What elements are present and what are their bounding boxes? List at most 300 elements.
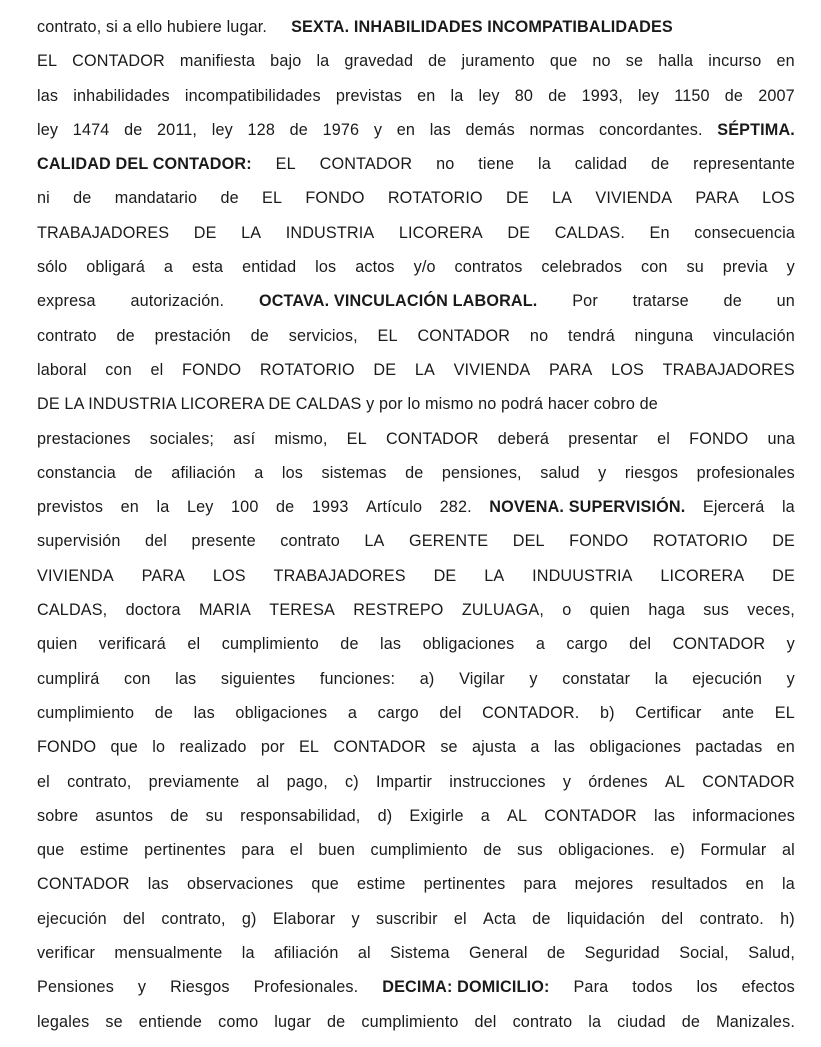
text-segment: representante [693, 155, 795, 174]
text-segment: obligaciones. [558, 841, 655, 860]
text-segment: el [657, 429, 671, 448]
text-segment: del [439, 703, 462, 722]
text-segment: mismo, [274, 429, 328, 448]
text-segment: VIVIENDA [453, 360, 531, 379]
text-segment: contrato. [699, 909, 764, 928]
text-segment: INDUUSTRIA [532, 566, 633, 585]
text-segment: la [156, 498, 170, 517]
text-segment: obligaciones [235, 703, 328, 722]
text-segment: siguientes [220, 669, 296, 688]
text-segment: contrato [512, 1012, 573, 1031]
text-segment: de [220, 189, 239, 208]
text-line [37, 875, 795, 909]
text-segment: Sistema [390, 944, 450, 963]
text-segment: pactadas [695, 738, 763, 757]
text-segment: de [289, 120, 308, 139]
text-segment: EL [262, 189, 283, 208]
text-line [37, 224, 795, 258]
text-segment: las [654, 806, 676, 825]
text-segment: al [781, 841, 795, 860]
text-segment: los [696, 978, 718, 997]
text-line [37, 87, 795, 121]
text-segment: responsabilidad, [240, 806, 361, 825]
text-segment: Exigirle [409, 806, 464, 825]
text-segment: cargo [377, 703, 419, 722]
text-segment: DE [772, 566, 795, 585]
text-segment: RESTREPO [353, 601, 444, 620]
text-segment: obligaciones [589, 738, 682, 757]
text-segment: Manizales. [716, 1012, 795, 1031]
text-segment: ley [637, 86, 660, 105]
text-segment: halla [658, 52, 694, 71]
text-segment: afiliación [273, 944, 339, 963]
text-segment: DEL [512, 532, 545, 551]
text-segment: salud [540, 463, 580, 482]
text-line [37, 807, 795, 841]
text-segment: DE [193, 223, 217, 242]
text-segment: FONDO [37, 738, 97, 757]
text-segment: Ley [186, 498, 214, 517]
text-segment: DE [505, 189, 529, 208]
text-segment: Para [573, 978, 609, 997]
text-segment: pago, [286, 772, 328, 791]
text-line [37, 910, 795, 944]
text-segment: de [327, 1012, 346, 1031]
text-segment: que [110, 738, 138, 757]
text-line [37, 601, 795, 635]
text-segment: contrato, [161, 909, 226, 928]
text-line [37, 395, 795, 429]
text-segment: de [548, 86, 567, 105]
text-segment: TERESA [269, 601, 335, 620]
text-segment: CONTADOR [417, 326, 511, 345]
text-segment: a [535, 635, 545, 654]
text-segment: LICORERA [398, 223, 483, 242]
text-segment: concordantes. [599, 120, 703, 139]
text-segment: Pensiones [37, 978, 114, 997]
text-segment: se [440, 738, 458, 757]
text-segment: Elaborar [272, 909, 336, 928]
text-segment: los [315, 258, 337, 277]
text-line [37, 567, 795, 601]
text-segment: CONTADOR [333, 738, 427, 757]
text-segment: de [276, 498, 295, 517]
text-segment: CONTADOR. [482, 703, 580, 722]
text-segment: General [469, 944, 528, 963]
text-segment: e) [670, 841, 685, 860]
text-segment: por [260, 738, 285, 757]
text-segment: ley [211, 120, 233, 139]
text-segment: CONTADOR [702, 772, 795, 791]
text-segment: obligará [86, 258, 145, 277]
text-line [37, 327, 795, 361]
text-segment: 1976 [322, 120, 360, 139]
text-segment: ZULUAGA, [461, 601, 544, 620]
text-line [37, 121, 795, 155]
text-line [37, 978, 795, 1012]
text-segment: LOS [212, 566, 246, 585]
text-segment: los [281, 463, 304, 482]
text-segment: ajusta [472, 738, 517, 757]
text-segment: órdenes [588, 772, 648, 791]
text-segment: veces, [747, 601, 795, 620]
text-segment: a [480, 806, 490, 825]
text-segment: actos [355, 258, 395, 277]
text-segment: Acta [483, 909, 517, 928]
text-segment: verificar [37, 944, 96, 963]
text-segment: FONDO [182, 360, 242, 379]
text-segment: cumplirá [37, 669, 100, 688]
text-segment: LA [484, 566, 505, 585]
text-segment: suscribir [376, 909, 438, 928]
text-segment: de [428, 52, 447, 71]
text-segment: en [396, 120, 416, 139]
text-segment: no [529, 326, 549, 345]
text-segment: en [417, 86, 436, 105]
text-segment: para [523, 875, 557, 894]
text-segment: funciones: [319, 669, 396, 688]
text-segment: de [170, 806, 189, 825]
text-segment: la [781, 498, 795, 517]
text-segment: DE [373, 360, 397, 379]
text-segment: cumplimiento [221, 635, 319, 654]
text-segment: 128 [247, 120, 275, 139]
text-segment: como [218, 1012, 259, 1031]
text-segment: y [137, 978, 147, 997]
text-segment: c) [345, 772, 359, 791]
text-segment: CONTADOR [319, 155, 413, 174]
text-segment: EL [377, 326, 398, 345]
text-segment: a [254, 463, 264, 482]
text-segment: h) [780, 909, 795, 928]
text-segment: FONDO [305, 189, 365, 208]
text-segment: vinculación [713, 326, 795, 345]
text-segment: no [436, 155, 455, 174]
text-segment: de [116, 326, 135, 345]
text-segment: a [163, 258, 174, 277]
text-segment: la [538, 155, 551, 174]
text-line [37, 1013, 795, 1047]
text-segment: riesgos [624, 463, 679, 482]
text-segment: el [187, 635, 201, 654]
clause-heading: DECIMA: DOMICILIO: [382, 978, 550, 997]
text-segment: demás [465, 120, 515, 139]
text-segment: CONTADOR [37, 875, 130, 894]
text-line [37, 841, 795, 875]
text-segment: En [649, 223, 670, 242]
text-segment: asuntos [95, 806, 154, 825]
text-segment: ejecución [37, 909, 107, 928]
text-segment: y [373, 120, 383, 139]
text-segment: de [124, 120, 143, 139]
text-line [37, 361, 795, 395]
text-segment: gravedad [344, 52, 414, 71]
text-segment: sus [703, 601, 729, 620]
text-segment: de [532, 909, 551, 928]
text-segment: LA [414, 360, 435, 379]
clause-heading: SÉPTIMA. [717, 120, 795, 139]
text-segment: EL [298, 738, 320, 757]
text-segment: Social, [679, 944, 729, 963]
clause-heading: NOVENA. SUPERVISIÓN. [489, 498, 686, 517]
text-segment: ciudad [617, 1012, 666, 1031]
text-segment: EL [37, 52, 58, 71]
text-segment: las [429, 120, 451, 139]
text-segment: sociales; [149, 429, 215, 448]
text-segment: y [786, 635, 795, 654]
text-segment: TRABAJADORES [662, 360, 795, 379]
text-segment: liquidación [566, 909, 645, 928]
text-segment: un [776, 292, 795, 311]
text-segment: DE [433, 566, 457, 585]
text-segment: doctora [125, 601, 181, 620]
text-segment: previstas [335, 86, 402, 105]
text-segment: las [37, 86, 59, 105]
text-line [37, 258, 795, 292]
text-segment: Riesgos [170, 978, 230, 997]
text-segment: entidad [242, 258, 297, 277]
text-segment: todos [632, 978, 673, 997]
text-segment: Seguridad [584, 944, 660, 963]
text-segment: quien [37, 635, 78, 654]
text-segment: legales [37, 1012, 90, 1031]
text-segment: se [625, 52, 644, 71]
text-segment: celebrados [541, 258, 623, 277]
text-segment: calidad [574, 155, 628, 174]
text-segment: tiene [478, 155, 515, 174]
text-segment: cargo [566, 635, 608, 654]
text-segment: estime [356, 875, 406, 894]
clause-heading: SEXTA. INHABILIDADES INCOMPATIBALIDADES [291, 18, 673, 36]
text-segment: g) [241, 909, 257, 928]
text-segment: VIVIENDA [595, 189, 673, 208]
text-segment: y [598, 463, 607, 482]
text-segment: contrato, si a ello hubiere lugar. [37, 18, 268, 36]
text-segment: lo [152, 738, 166, 757]
text-segment: previstos [37, 498, 104, 517]
text-segment: manifiesta [179, 52, 256, 71]
text-segment: de [723, 292, 742, 311]
text-segment: incompatibilidades [184, 86, 321, 105]
text-segment: supervisión [37, 532, 121, 551]
text-segment: de [73, 189, 92, 208]
text-segment: sistemas [321, 463, 387, 482]
text-segment: sólo [37, 258, 68, 277]
text-segment: LA [364, 532, 385, 551]
text-segment: constatar [562, 669, 631, 688]
text-segment: y [351, 909, 360, 928]
text-segment: previa [722, 258, 768, 277]
text-segment: Por [572, 292, 598, 311]
text-segment: a [530, 738, 540, 757]
text-segment: Impartir [375, 772, 433, 791]
text-segment: contratos [454, 258, 523, 277]
text-segment: normas [529, 120, 585, 139]
text-segment: y [529, 669, 538, 688]
text-segment: CONTADOR [672, 635, 766, 654]
text-segment: Vigilar [459, 669, 505, 688]
text-segment: resultados [651, 875, 728, 894]
text-segment: CALDAS. [554, 223, 626, 242]
text-segment: AL [507, 806, 528, 825]
text-segment: del [145, 532, 168, 551]
text-segment: 282. [439, 498, 472, 517]
text-segment: d) [377, 806, 393, 825]
text-segment: la [588, 1012, 602, 1031]
text-segment: realizado [179, 738, 247, 757]
text-segment: de [134, 463, 153, 482]
text-segment: Formular [700, 841, 767, 860]
text-segment: de [650, 155, 670, 174]
text-segment: en [120, 498, 139, 517]
text-segment: 2011, [157, 120, 198, 139]
text-segment: cumplimiento [37, 703, 135, 722]
text-segment: en [776, 52, 795, 71]
text-segment: ninguna [634, 326, 694, 345]
text-segment: esta [191, 258, 224, 277]
text-segment: ley [37, 120, 59, 139]
text-segment: que [37, 841, 65, 860]
text-segment: contrato [37, 326, 97, 345]
text-segment: DE [772, 532, 795, 551]
text-segment: el [37, 772, 50, 791]
text-segment: tratarse [632, 292, 689, 311]
text-segment: juramento [461, 52, 535, 71]
text-segment: estime [80, 841, 129, 860]
text-segment: las [147, 875, 169, 894]
text-line [37, 738, 795, 772]
clause-heading: OCTAVA. VINCULACIÓN LABORAL. [258, 292, 538, 311]
text-segment: del [123, 909, 146, 928]
text-segment: efectos [741, 978, 795, 997]
text-segment: al [357, 944, 371, 963]
text-line [37, 704, 795, 738]
text-segment: de [340, 635, 359, 654]
text-segment: mejores [574, 875, 634, 894]
text-segment: a [347, 703, 357, 722]
text-segment: de [250, 326, 269, 345]
text-segment: con [123, 669, 151, 688]
text-line [37, 52, 795, 86]
text-segment: FONDO [689, 429, 749, 448]
text-segment: las [380, 635, 402, 654]
text-segment: o [562, 601, 572, 620]
text-segment: 2007 [758, 86, 795, 105]
text-segment: pertinentes [423, 875, 506, 894]
text-segment: con [105, 360, 132, 379]
text-segment: y [786, 669, 795, 688]
text-segment: Certificar [635, 703, 702, 722]
text-segment: instrucciones [449, 772, 546, 791]
clause-heading: CALIDAD DEL CONTADOR: [37, 155, 252, 174]
text-segment: la [316, 52, 330, 71]
text-segment: CONTADOR [544, 806, 637, 825]
text-segment: inhabilidades [73, 86, 170, 105]
text-segment: ROTATORIO [387, 189, 483, 208]
text-line [37, 155, 795, 189]
text-segment: previamente [148, 772, 240, 791]
text-segment: incurso [708, 52, 762, 71]
text-segment: TRABAJADORES [273, 566, 406, 585]
text-segment: verificará [98, 635, 166, 654]
text-segment: las [193, 703, 215, 722]
text-segment: b) [599, 703, 615, 722]
text-segment: Salud, [748, 944, 795, 963]
text-segment: al [256, 772, 270, 791]
text-line [37, 464, 795, 498]
text-segment: de [483, 841, 502, 860]
text-segment: AL [664, 772, 686, 791]
text-segment: tendrá [568, 326, 615, 345]
text-segment: y [562, 772, 572, 791]
text-segment: el [150, 360, 164, 379]
text-segment: contrato, [67, 772, 132, 791]
text-segment: sus [517, 841, 543, 860]
text-segment: observaciones [186, 875, 294, 894]
text-segment: 100 [231, 498, 259, 517]
text-line [37, 944, 795, 978]
text-segment: LICORERA [660, 566, 745, 585]
text-segment: EL [774, 703, 795, 722]
text-segment: presentar [568, 429, 638, 448]
text-segment: quien [589, 601, 631, 620]
text-segment: lugar [274, 1012, 312, 1031]
text-segment: pensiones, [441, 463, 522, 482]
text-segment: prestaciones [37, 429, 131, 448]
text-segment: PARA [695, 189, 739, 208]
text-segment: las [553, 738, 576, 757]
text-segment: afiliación [171, 463, 236, 482]
text-segment: LOS [762, 189, 795, 208]
text-segment: pertinentes [144, 841, 226, 860]
text-segment: expresa [37, 292, 96, 311]
text-segment: su [205, 806, 224, 825]
text-segment: de [681, 1012, 701, 1031]
text-segment: de [405, 463, 424, 482]
text-segment: ante [722, 703, 755, 722]
text-segment: de [154, 703, 174, 722]
text-segment: ejecución [692, 669, 763, 688]
text-segment: del [474, 1012, 497, 1031]
text-segment: LA [552, 189, 573, 208]
text-segment: LA [241, 223, 262, 242]
text-segment: servicios, [288, 326, 358, 345]
text-segment: Ejercerá [702, 498, 765, 517]
text-segment: DE LA INDUSTRIA LICORERA DE CALDAS y por lo mismo no podrá hacer cobro de [37, 395, 658, 414]
text-segment: de [547, 944, 566, 963]
text-segment: Artículo [366, 498, 423, 517]
text-segment: CONTADOR [385, 429, 479, 448]
text-line [37, 498, 795, 532]
text-segment: mandatario [114, 189, 198, 208]
text-segment: INDUSTRIA [285, 223, 375, 242]
text-segment: laboral [37, 360, 87, 379]
text-segment: Profesionales. [253, 978, 359, 997]
text-segment: 1993 [311, 498, 349, 517]
text-segment: 1993, [581, 86, 623, 105]
text-segment: una [767, 429, 795, 448]
text-line [37, 635, 795, 669]
text-segment: autorización. [130, 292, 225, 311]
text-segment: ROTATORIO [652, 532, 748, 551]
text-segment: que [311, 875, 339, 894]
text-segment: la [241, 944, 255, 963]
text-segment: ROTATORIO [259, 360, 355, 379]
text-segment: en [776, 738, 795, 757]
text-segment: la [782, 875, 795, 894]
text-segment: bajo [270, 52, 302, 71]
text-segment: EL [346, 429, 367, 448]
